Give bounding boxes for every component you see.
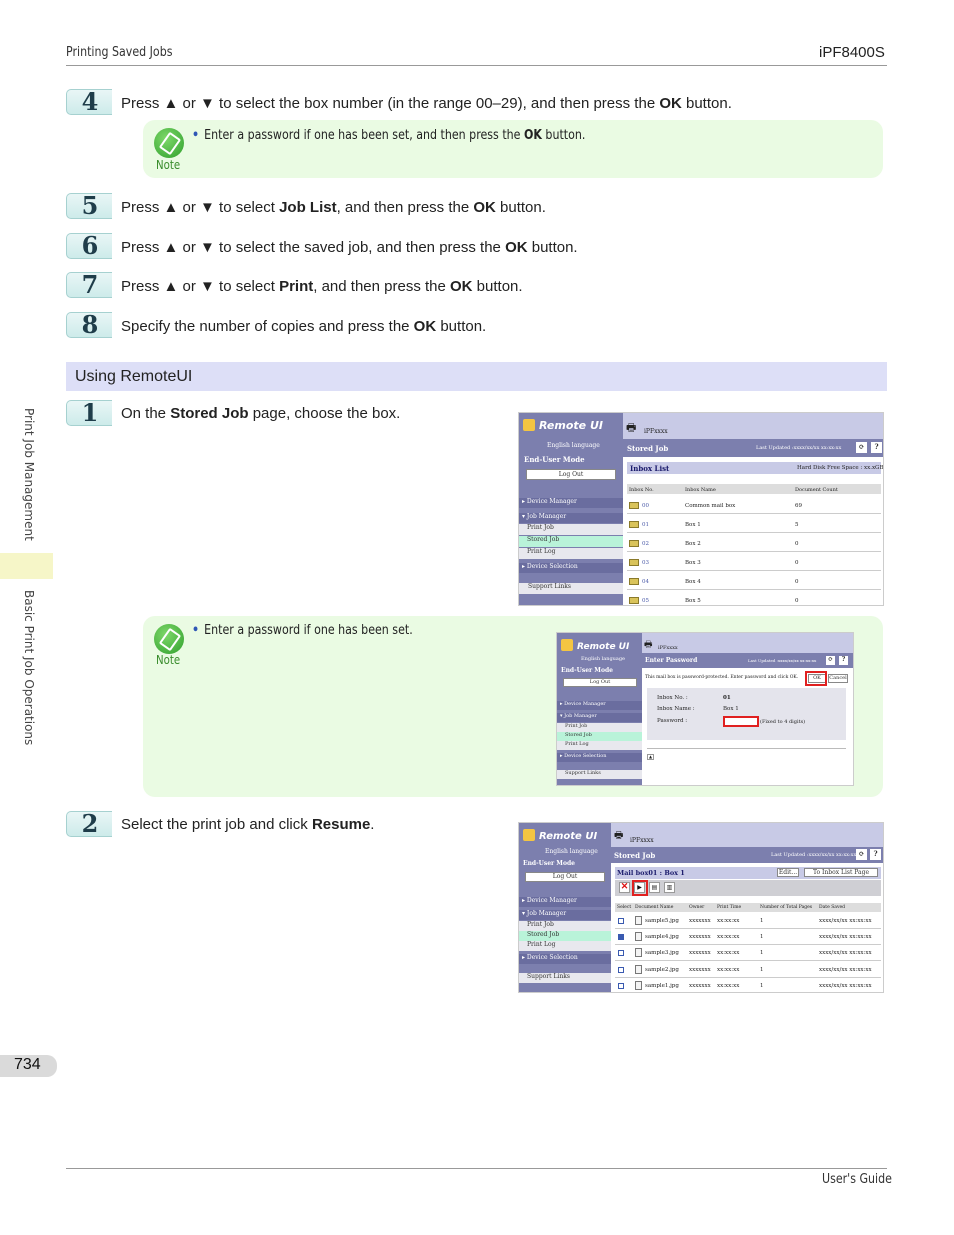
inbox-row[interactable] (627, 574, 881, 590)
menu-print-log[interactable]: Print Log (519, 548, 623, 559)
password-message: This mail box is password-protected. Enter password and click OK. (645, 675, 799, 680)
language-link[interactable]: English language (547, 442, 600, 449)
document-count: 69 (795, 503, 802, 509)
side-tab-basic-operations[interactable]: Basic Print Job Operations (22, 590, 36, 746)
inbox-list-bar: Inbox List Hard Disk Free Space : xx.xGB (627, 462, 881, 474)
document-count: 0 (795, 541, 799, 547)
inbox-number[interactable]: 01 (642, 522, 649, 528)
section-heading: Using RemoteUI (66, 362, 887, 391)
inbox-row[interactable] (627, 593, 881, 606)
inbox-name: Box 1 (685, 522, 701, 528)
model-name: iPF8400S (819, 44, 885, 61)
print-time: xx:xx:xx (717, 950, 740, 956)
total-pages: 1 (760, 918, 764, 924)
job-row[interactable] (615, 979, 881, 993)
password-form: Inbox No. : 01 Inbox Name : Box 1 Password : (Fixed to 4 digits) (647, 688, 846, 740)
inbox-icon (629, 521, 641, 529)
cancel-button[interactable]: Cancel (829, 675, 847, 681)
inbox-name: Common mail box (685, 503, 736, 509)
note-pencil-icon (154, 128, 184, 158)
date-saved: xxxx/xx/xx xx:xx:xx (819, 918, 872, 924)
total-pages: 1 (760, 983, 764, 989)
mailbox-bar: Mail box01 : Box 1 (615, 867, 881, 879)
owner: xxxxxxx (689, 983, 711, 989)
document-count: 0 (795, 579, 799, 585)
refresh-icon[interactable]: ⟳ (827, 656, 834, 663)
printer-name: iPFxxxx (644, 428, 668, 435)
step-number: 7 (66, 272, 112, 298)
user-mode: End-User Mode (523, 860, 575, 867)
inbox-icon (629, 540, 641, 548)
document-name: sample5.jpg (645, 918, 679, 924)
footer-rule (66, 1168, 887, 1169)
note-text: • Enter a password if one has been set, and then press the OK button. (192, 128, 586, 143)
print-time: xx:xx:xx (717, 934, 740, 940)
inbox-number[interactable]: 04 (642, 579, 649, 585)
menu-support-links[interactable]: Support Links (519, 973, 611, 983)
document-icon (635, 981, 642, 990)
job-row[interactable] (615, 930, 881, 945)
document-count: 5 (795, 522, 799, 528)
note-label: Note (156, 158, 181, 172)
user-mode: End-User Mode (561, 667, 613, 674)
inbox-row[interactable] (627, 498, 881, 514)
inbox-number: 01 (723, 695, 731, 701)
step-number: 6 (66, 233, 112, 259)
side-tab-print-job-management[interactable]: Print Job Management (22, 408, 36, 541)
job-row[interactable] (615, 963, 881, 978)
ok-highlight (805, 671, 827, 686)
print-time: xx:xx:xx (717, 967, 740, 973)
inbox-icon (629, 578, 641, 586)
language-link[interactable]: English language (581, 656, 626, 662)
step-text: Press ▲ or ▼ to select the saved job, and then press the OK button. (121, 239, 578, 256)
step-text: Press ▲ or ▼ to select Print, and then press the OK button. (121, 278, 523, 295)
menu-print-log[interactable]: Print Log (519, 941, 611, 951)
logout-button[interactable]: Log Out (526, 469, 616, 480)
document-count: 0 (795, 598, 799, 604)
step-number: 2 (66, 811, 112, 837)
owner: xxxxxxx (689, 918, 711, 924)
table-header: Inbox No. Inbox Name Document Count (627, 484, 881, 494)
document-name: sample4.jpg (645, 934, 679, 940)
to-inbox-list-button[interactable]: To Inbox List Page (804, 868, 878, 877)
inbox-icon (629, 597, 641, 605)
inbox-name: Box 3 (685, 560, 701, 566)
help-icon[interactable]: ? (871, 442, 882, 453)
step-number: 1 (66, 400, 112, 426)
document-icon (635, 965, 642, 974)
document-name: sample3.jpg (645, 950, 679, 956)
side-tab-highlight (0, 553, 53, 579)
printer-name: iPFxxxx (658, 645, 678, 651)
refresh-icon[interactable]: ⟳ (856, 442, 867, 453)
total-pages: 1 (760, 950, 764, 956)
refresh-icon[interactable]: ⟳ (856, 849, 867, 860)
resume-icon[interactable]: ▶ (634, 882, 645, 893)
select-checkbox[interactable] (618, 967, 624, 973)
owner: xxxxxxx (689, 934, 711, 940)
note-text: • Enter a password if one has been set. (192, 623, 413, 638)
document-count: 0 (795, 560, 799, 566)
inbox-number[interactable]: 00 (642, 503, 649, 509)
inbox-name: Box 2 (685, 541, 701, 547)
menu-print-log[interactable]: Print Log (557, 741, 642, 750)
inbox-icon (629, 502, 641, 510)
page-title-bar: Stored Job Last Updated :xxxx/xx/xx xx:xx:xx ⟳ ? (611, 847, 884, 863)
scroll-up-icon[interactable]: ▲ (648, 754, 653, 759)
logout-button[interactable]: Log Out (563, 678, 637, 687)
printer-icon: 🖶 (626, 421, 637, 434)
user-mode: End-User Mode (524, 455, 585, 464)
date-saved: xxxx/xx/xx xx:xx:xx (819, 967, 872, 973)
header-rule (66, 65, 887, 66)
menu-print-job[interactable]: Print Job (519, 524, 623, 535)
menu-support-links[interactable]: Support Links (519, 583, 623, 594)
step-text: Specify the number of copies and press the OK button. (121, 318, 487, 335)
step-number: 4 (66, 89, 112, 115)
password-hint: (Fixed to 4 digits) (760, 719, 806, 725)
inbox-row[interactable] (627, 555, 881, 571)
menu-print-job[interactable]: Print Job (519, 921, 611, 931)
footer-title: User's Guide (822, 1172, 892, 1187)
select-checkbox[interactable] (618, 950, 624, 956)
document-icon (635, 932, 642, 941)
inbox-row[interactable] (627, 517, 881, 533)
document-icon (635, 948, 642, 957)
page-title-bar: Stored Job Last Updated :xxxx/xx/xx xx:xx:xx ⟳ ? (623, 439, 884, 457)
menu-stored-job[interactable]: Stored Job (557, 732, 642, 741)
note-pencil-icon (154, 624, 184, 654)
enter-password-screenshot: Remote UI English language End-User Mode Log Out ▸ Device Manager ▾ Job Manager Print Job Stored Job Print Log ▸ Device Selection Support Links 🖶 iPFxxxx Enter Password Last Updated :xxxx/xx/xx xx:xx:xx ⟳ ? This mail box is password-protected. Enter password and click OK. OK Cancel Inbox No. : 01 Inbox Name : Box 1 Password : (Fixed to 4 digits) ▲ (556, 632, 854, 786)
date-saved: xxxx/xx/xx xx:xx:xx (819, 934, 872, 940)
inbox-icon (629, 559, 641, 567)
logout-button[interactable]: Log Out (525, 872, 605, 882)
owner: xxxxxxx (689, 967, 711, 973)
running-header: Printing Saved Jobs (66, 45, 173, 60)
language-link[interactable]: English language (545, 848, 598, 855)
remote-ui-sidebar: Remote UI English language End-User Mode Log Out ▸ Device Manager ▾ Job Manager Print Job Stored Job Print Log ▸ Device Selection Support Links (519, 413, 623, 606)
stored-job-list-screenshot: Remote UI English language End-User Mode Log Out ▸ Device Manager ▾ Job Manager Print Job Stored Job Print Log ▸ Device Selection Support Links 🖶 iPFxxxx Stored Job Last Updated :xxxx/xx/xx xx:xx:xx ⟳ ? Mail box01 : Box 1 Edit... To Inbox List Page ✕ ▶ ▤ ▥ Select Document Name Owner Print Time Number of Total Pages Date Saved sample5.jpg xxxxxxx xx:xx:xx 1 xxxx/xx/xx xx:xx:xx sample4.jpg xxxxxxx xx:xx:xx 1 xxxx/xx/xx xx:xx:xx sample3.jpg xxxxxxx xx:xx:xx 1 xxxx/xx/xx xx:xx:xx sample2.jpg xxxxxxx xx:xx:xx 1 xxxx/xx/xx xx:xx:xx sample1.jpg xxxxxxx xx:xx:xx 1 xxxx/xx/xx xx:xx:xx (518, 822, 884, 993)
select-checkbox[interactable] (618, 918, 624, 924)
step-number: 8 (66, 312, 112, 338)
step-number: 5 (66, 193, 112, 219)
job-toolbar (615, 880, 881, 896)
remote-ui-logo: Remote UI (523, 419, 603, 432)
inbox-name: Box 5 (685, 598, 701, 604)
edit-button[interactable]: Edit... (778, 869, 798, 876)
inbox-name: Box 4 (685, 579, 701, 585)
step-text: On the Stored Job page, choose the box. (121, 405, 401, 422)
inbox-row[interactable] (627, 536, 881, 552)
step-text: Press ▲ or ▼ to select the box number (in the range 00–29), and then press the OK button. (121, 95, 732, 112)
total-pages: 1 (760, 934, 764, 940)
preview-icon[interactable]: ▥ (664, 882, 675, 893)
menu-job-manager[interactable]: Job Manager (526, 513, 567, 520)
step-text: Press ▲ or ▼ to select Job List, and then press the OK button. (121, 199, 546, 216)
stored-job-screenshot (518, 412, 884, 606)
printer-name: iPFxxxx (630, 837, 654, 844)
page-number: 734 (0, 1055, 57, 1077)
document-name: sample1.jpg (645, 983, 679, 989)
print-time: xx:xx:xx (717, 918, 740, 924)
inbox-number[interactable]: 02 (642, 541, 649, 547)
date-saved: xxxx/xx/xx xx:xx:xx (819, 950, 872, 956)
note-box (143, 120, 883, 178)
note-label: Note (156, 653, 181, 667)
details-icon[interactable]: ▤ (649, 882, 660, 893)
help-icon[interactable]: ? (870, 849, 881, 860)
page-title-bar: Enter Password Last Updated :xxxx/xx/xx xx:xx:xx ⟳ ? (642, 653, 854, 668)
inbox-number[interactable]: 03 (642, 560, 649, 566)
select-checkbox[interactable] (618, 983, 624, 989)
document-icon (635, 916, 642, 925)
resume-highlight (632, 880, 648, 896)
menu-print-job[interactable]: Print Job (557, 723, 642, 732)
step-text: Select the print job and click Resume. (121, 816, 375, 833)
job-row[interactable] (615, 914, 881, 929)
printer-icon: 🖶 (614, 830, 624, 841)
printer-icon: 🖶 (644, 640, 653, 650)
document-name: sample2.jpg (645, 967, 679, 973)
ok-button[interactable]: OK (808, 674, 826, 683)
total-pages: 1 (760, 967, 764, 973)
print-time: xx:xx:xx (717, 983, 740, 989)
password-field[interactable] (723, 716, 759, 727)
menu-support-links[interactable]: Support Links (557, 770, 642, 779)
owner: xxxxxxx (689, 950, 711, 956)
inbox-number[interactable]: 05 (642, 598, 649, 604)
job-row[interactable] (615, 946, 881, 961)
menu-stored-job[interactable]: Stored Job (519, 931, 611, 941)
table-header: Select Document Name Owner Print Time Number of Total Pages Date Saved (615, 903, 881, 912)
help-icon[interactable]: ? (839, 656, 848, 665)
menu-device-manager[interactable]: Device Manager (526, 498, 577, 505)
date-saved: xxxx/xx/xx xx:xx:xx (819, 983, 872, 989)
select-checkbox[interactable] (618, 934, 624, 940)
menu-device-selection[interactable]: Device Selection (526, 563, 578, 570)
delete-icon[interactable]: ✕ (620, 882, 629, 892)
inbox-name: Box 1 (723, 706, 739, 712)
menu-stored-job[interactable]: Stored Job (519, 536, 623, 547)
